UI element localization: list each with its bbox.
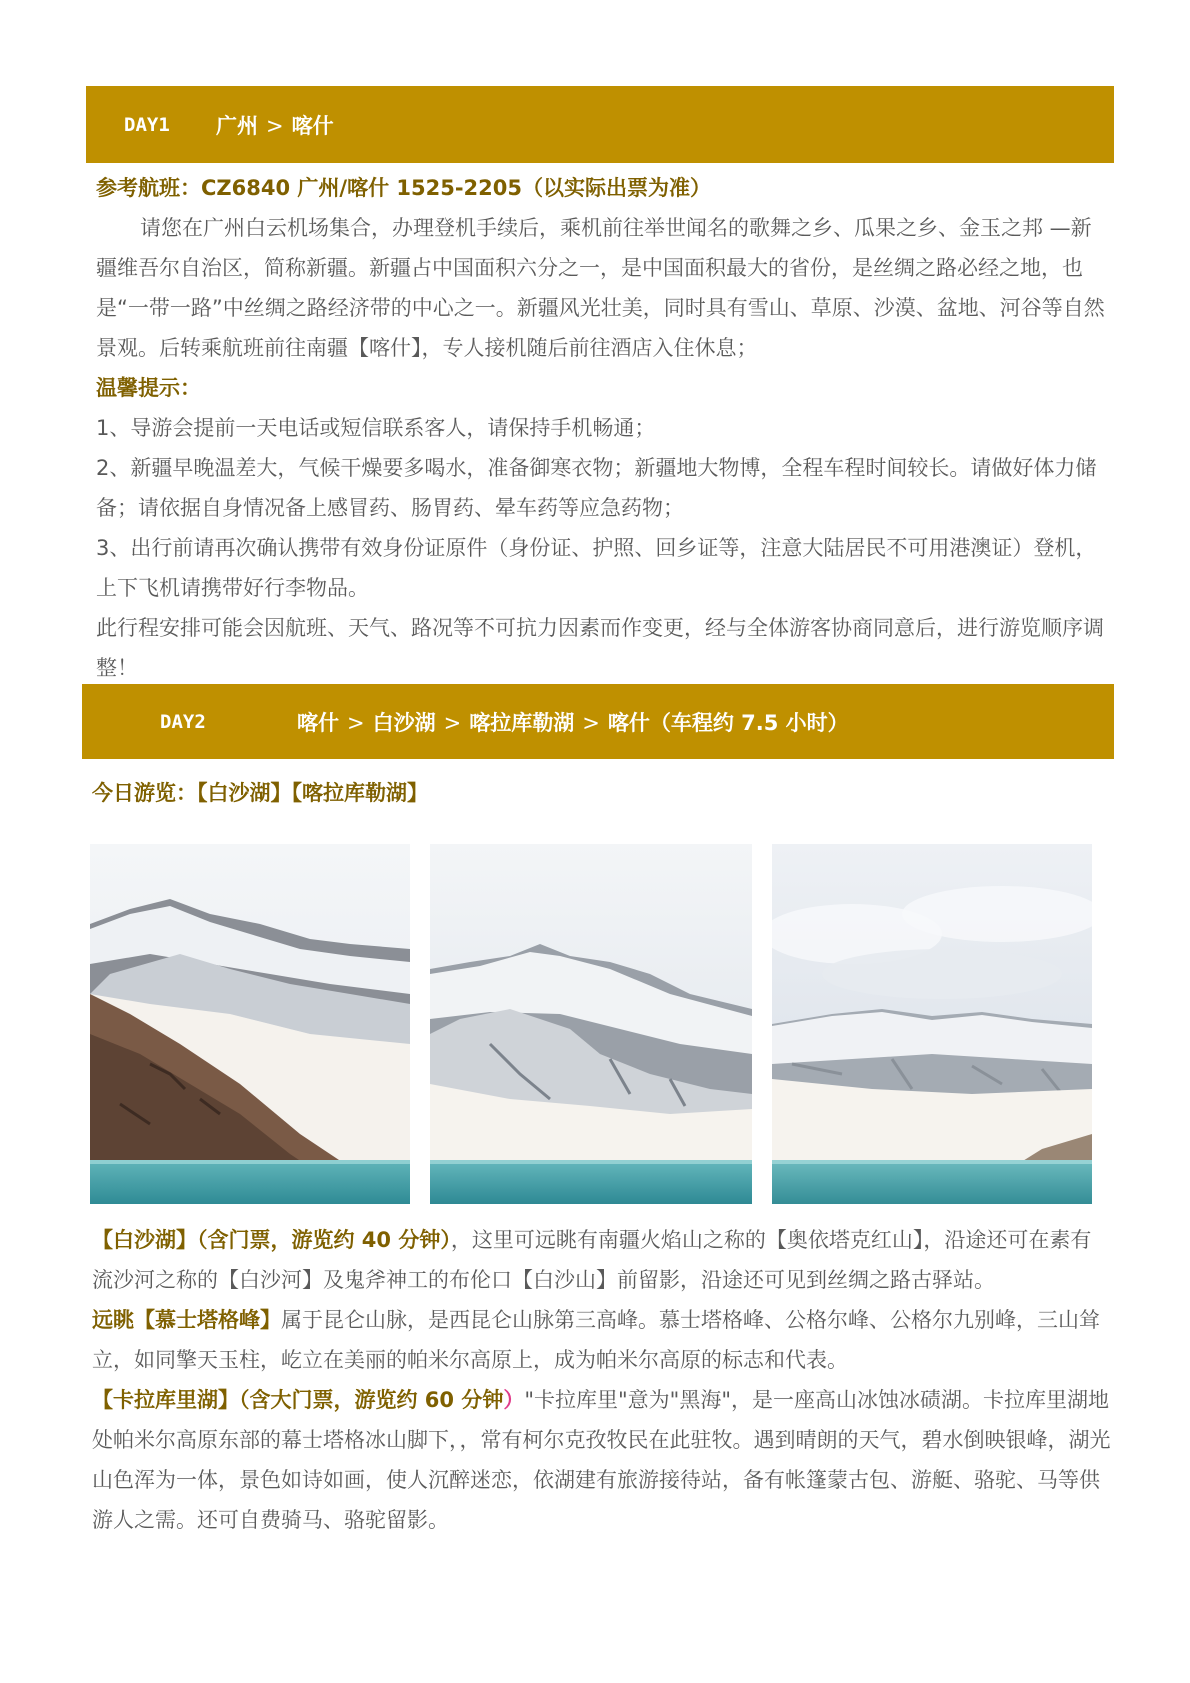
- landscape-photo-right: [772, 844, 1092, 1204]
- tip-item: 1、导游会提前一天电话或短信联系客人，请保持手机畅通；: [96, 416, 656, 440]
- tips-list: [96, 408, 1106, 688]
- route-separator: >: [266, 113, 284, 138]
- day1-header-bar: [86, 86, 1114, 163]
- day1-route: [216, 110, 334, 140]
- sight-title: 【白沙湖】（含门票，游览约 40 分钟）: [92, 1228, 451, 1252]
- tips-title: 温馨提示：: [96, 376, 201, 400]
- day1-route-stop: 广州: [216, 113, 258, 138]
- route-separator: >: [347, 710, 365, 735]
- landscape-photo-triptych: [90, 844, 1092, 1204]
- route-separator: >: [582, 710, 600, 735]
- day2-route-stop: 白沙湖: [372, 710, 436, 735]
- day2-label: DAY2: [160, 710, 206, 733]
- landscape-photo-center: [430, 844, 752, 1204]
- sight-text: 属于昆仑山脉，是西昆仑山脉第三高峰。慕士塔格峰、公格尔峰、公格尔九别峰，三山耸立，如同擎天玉柱，屹立在美丽的帕米尔高原上，成为帕米尔高原的标志和代表。: [92, 1308, 1100, 1372]
- day1-route-stop: 喀什: [291, 113, 334, 138]
- day2-route-stop: 喀拉库勒湖: [469, 710, 575, 735]
- sight-paragraph: [92, 1380, 1112, 1540]
- sight-paragraph: [92, 1300, 1112, 1380]
- day2-descriptions: [92, 1220, 1112, 1540]
- day1-intro: 请您在广州白云机场集合，办理登机手续后，乘机前往举世闻名的歌舞之乡、瓜果之乡、金玉之邦 —新疆维吾尔自治区，简称新疆。新疆占中国面积六分之一，是中国面积最大的省份，是丝绸之路必经之地，也是“一带一路”中丝绸之路经济带的中心之一。新疆风光壮美，同时具有雪山、草原、沙漠、盆地、河谷等自然景观。后转乘航班前往南疆【喀什】，专人接机随后前往酒店入住休息；: [96, 216, 1105, 360]
- route-separator: >: [443, 710, 462, 735]
- tip-note: 此行程安排可能会因航班、天气、路况等不可抗力因素而作变更，经与全体游客协商同意后，进行游览顺序调整！: [96, 616, 1104, 680]
- day2-route-stop: 喀什: [297, 710, 339, 735]
- day2-route: [297, 707, 849, 737]
- sight-text: ，这里可远眺有南疆火焰山之称的【奥依塔克红山】，沿途还可在素有流沙河之称的【白沙河】及鬼斧神工的布伦口【白沙山】前留影，沿途还可见到丝绸之路古驿站。: [92, 1228, 1092, 1292]
- day2-route-stop: 喀什（车程约 7.5 小时）: [607, 710, 849, 735]
- tip-item: 2、新疆早晚温差大，气候干燥要多喝水，准备御寒衣物；新疆地大物博，全程车程时间较长。请做好体力储备；请依据自身情况备上感冒药、肠胃药、晕车药等应急药物；: [96, 456, 1097, 520]
- flight-info: 参考航班：CZ6840 广州/喀什 1525-2205（以实际出票为准）: [96, 176, 711, 200]
- tip-item: 3、出行前请再次确认携带有效身份证原件（身份证、护照、回乡证等，注意大陆居民不可用港澳证）登机，上下飞机请携带好行李物品。: [96, 536, 1097, 600]
- today-sights: 今日游览：【白沙湖】【喀拉库勒湖】: [92, 781, 428, 805]
- sight-title: 远眺【慕士塔格峰】: [92, 1308, 281, 1332]
- sight-title: 【卡拉库里湖】（含大门票，游览约 60 分钟: [92, 1388, 504, 1412]
- landscape-photo-left: [90, 844, 410, 1204]
- day1-label: DAY1: [124, 113, 170, 136]
- sight-paragraph: [92, 1220, 1112, 1300]
- day2-header-bar: [82, 684, 1114, 759]
- sight-title-close: ）: [503, 1388, 525, 1412]
- sight-text: "卡拉库里"意为"黑海"，是一座高山冰蚀冰碛湖。卡拉库里湖地处帕米尔高原东部的幕士塔格冰山脚下，，常有柯尔克孜牧民在此驻牧。遇到晴朗的天气，碧水倒映银峰，湖光山色浑为一体，景色如诗如画，使人沉醉迷恋，依湖建有旅游接待站，备有帐篷蒙古包、游艇、骆驼、马等供游人之需。还可自费骑马、骆驼留影。: [92, 1388, 1111, 1532]
